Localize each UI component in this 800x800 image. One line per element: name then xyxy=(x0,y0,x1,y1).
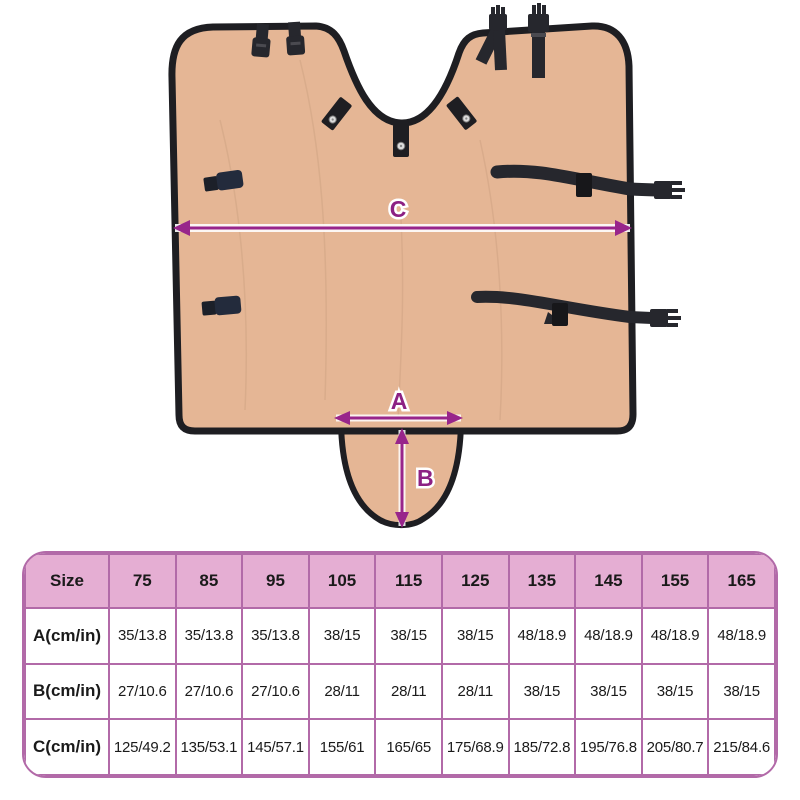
measurement-cell: 38/15 xyxy=(708,664,775,720)
measurement-row-label: C(cm/in) xyxy=(25,719,109,775)
dimension-label-c: C xyxy=(389,196,407,222)
size-column-header: 135 xyxy=(509,554,576,608)
size-column-header: 145 xyxy=(575,554,642,608)
measurement-cell: 27/10.6 xyxy=(176,664,243,720)
size-column-header: 75 xyxy=(109,554,176,608)
size-column-header: 95 xyxy=(242,554,309,608)
measurement-cell: 38/15 xyxy=(642,664,709,720)
dimension-label-b: B xyxy=(417,465,434,491)
measurement-cell: 38/15 xyxy=(575,664,642,720)
measurement-cell: 27/10.6 xyxy=(242,664,309,720)
measurement-cell: 145/57.1 xyxy=(242,719,309,775)
measurement-cell: 28/11 xyxy=(442,664,509,720)
size-table-row xyxy=(25,719,775,775)
male-clip-icon xyxy=(654,181,685,199)
measurement-cell: 28/11 xyxy=(375,664,442,720)
size-table-row xyxy=(25,664,775,720)
size-column-header: 105 xyxy=(309,554,376,608)
size-column-header: 115 xyxy=(375,554,442,608)
size-column-header: 165 xyxy=(708,554,775,608)
size-table xyxy=(24,553,776,776)
measurement-cell: 215/84.6 xyxy=(708,719,775,775)
size-table-corner-header: Size xyxy=(25,554,109,608)
neck-tab-center xyxy=(393,124,409,157)
measurement-cell: 28/11 xyxy=(309,664,376,720)
measurement-cell: 48/18.9 xyxy=(708,608,775,664)
measurement-cell: 38/15 xyxy=(309,608,376,664)
measurement-cell: 38/15 xyxy=(375,608,442,664)
measurement-cell: 35/13.8 xyxy=(242,608,309,664)
size-column-header: 85 xyxy=(176,554,243,608)
measurement-cell: 185/72.8 xyxy=(509,719,576,775)
measurement-cell: 135/53.1 xyxy=(176,719,243,775)
measurement-cell: 205/80.7 xyxy=(642,719,709,775)
size-table-row xyxy=(25,608,775,664)
measurement-cell: 48/18.9 xyxy=(642,608,709,664)
measurement-row-label: B(cm/in) xyxy=(25,664,109,720)
measurement-row-label: A(cm/in) xyxy=(25,608,109,664)
measurement-cell: 155/61 xyxy=(309,719,376,775)
measurement-cell: 175/68.9 xyxy=(442,719,509,775)
measurement-cell: 48/18.9 xyxy=(575,608,642,664)
dimension-label-a: A xyxy=(390,388,408,414)
male-clip-icon xyxy=(650,309,681,327)
size-table-header-row xyxy=(25,554,775,608)
measurement-cell: 195/76.8 xyxy=(575,719,642,775)
measurement-cell: 48/18.9 xyxy=(509,608,576,664)
measurement-cell: 38/15 xyxy=(509,664,576,720)
measurement-cell: 165/65 xyxy=(375,719,442,775)
size-column-header: 155 xyxy=(642,554,709,608)
measurement-cell: 125/49.2 xyxy=(109,719,176,775)
measurement-cell: 38/15 xyxy=(442,608,509,664)
size-column-header: 125 xyxy=(442,554,509,608)
measurement-cell: 27/10.6 xyxy=(109,664,176,720)
size-table-container xyxy=(22,551,778,778)
measurement-cell: 35/13.8 xyxy=(109,608,176,664)
measurement-cell: 35/13.8 xyxy=(176,608,243,664)
